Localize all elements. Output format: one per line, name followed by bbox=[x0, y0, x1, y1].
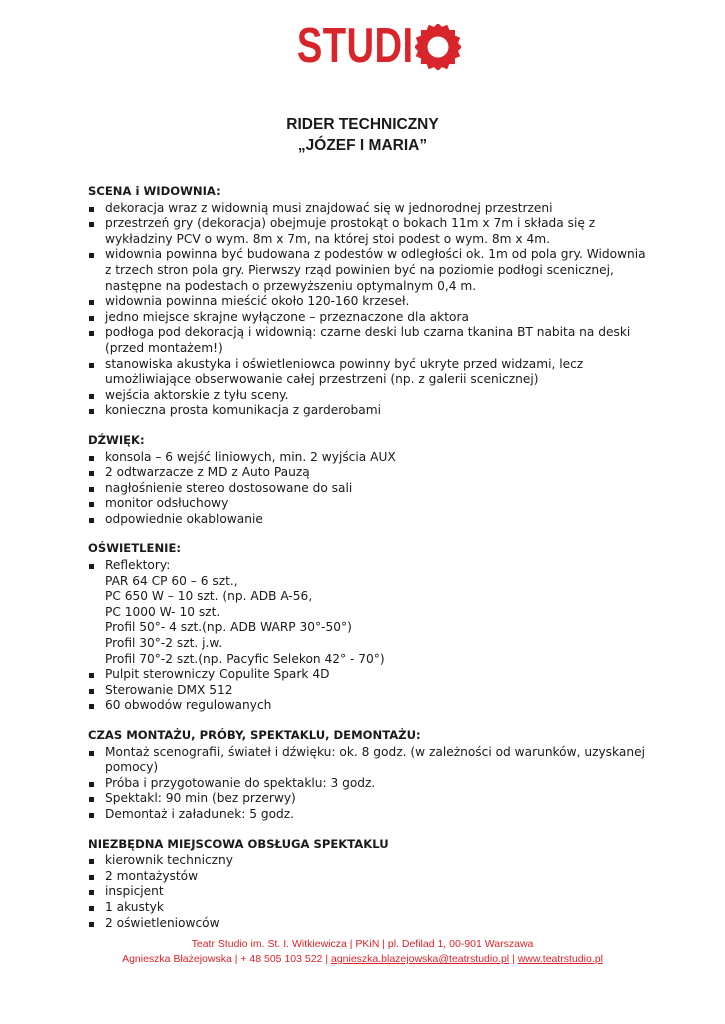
section-heading: OŚWIETLENIE: bbox=[88, 541, 182, 556]
rider-content bbox=[88, 184, 648, 945]
list-item: Pulpit sterowniczy Copulite Spark 4D bbox=[88, 667, 648, 683]
reflektor-line: Profil 30°-2 szt. j.w. bbox=[105, 636, 223, 651]
footer-separator: | bbox=[509, 953, 518, 965]
document-title bbox=[0, 114, 725, 156]
list-item: 60 obwodów regulowanych bbox=[88, 698, 648, 714]
list-item: podłoga pod dekoracją i widownią: czarne deski lub czarna tkanina BT nabita na deski (przed montażem!) bbox=[88, 325, 648, 356]
logo-sun-icon bbox=[415, 24, 461, 70]
list-item: stanowiska akustyka i oświetleniowca powinny być ukryte przed widzami, lecz umożliwiające obserwowanie całej przestrzeni (np. z galerii scenicznej) bbox=[88, 357, 648, 388]
title-line-2: „JÓZEF I MARIA” bbox=[297, 137, 428, 154]
list-item: widownia powinna mieścić około 120-160 krzeseł. bbox=[88, 294, 648, 310]
list-item-reflektory bbox=[88, 558, 648, 667]
list-item: 2 oświetleniowców bbox=[88, 916, 648, 932]
reflektory-label: Reflektory: bbox=[105, 558, 171, 573]
list-item: Próba i przygotowanie do spektaklu: 3 godz. bbox=[88, 776, 648, 792]
list-item: 1 akustyk bbox=[88, 900, 648, 916]
studio-logo bbox=[0, 19, 725, 73]
reflektor-line: PAR 64 CP 60 – 6 szt., bbox=[105, 573, 238, 588]
reflektor-line: Profil 50°- 4 szt.(np. ADB WARP 30°-50°) bbox=[105, 620, 352, 635]
section-heading: SCENA i WIDOWNIA: bbox=[88, 184, 221, 198]
footer-contact-name-phone: Agnieszka Błażejowska | + 48 505 103 522 | bbox=[122, 953, 331, 965]
footer-email-link[interactable]: agnieszka.blazejowska@teatrstudio.pl bbox=[330, 953, 510, 965]
list-item: monitor odsłuchowy bbox=[88, 496, 648, 512]
title-line-1: RIDER TECHNICZNY bbox=[286, 116, 439, 133]
section-heading: DŹWIĘK: bbox=[88, 432, 145, 447]
section-scena bbox=[88, 184, 648, 419]
list-item: jedno miejsce skrajne wyłączone – przeznaczone dla aktora bbox=[88, 310, 648, 326]
bullet-list bbox=[88, 201, 648, 419]
bullet-list bbox=[88, 450, 648, 528]
list-item: Sterowanie DMX 512 bbox=[88, 683, 648, 699]
list-item: Spektakl: 90 min (bez przerwy) bbox=[88, 791, 648, 807]
logo-wordmark: STUDI bbox=[296, 19, 414, 73]
reflektor-line: Profil 70°-2 szt.(np. Pacyfic Selekon 42° - 70°) bbox=[105, 651, 385, 666]
list-item: inspicjent bbox=[88, 884, 648, 900]
list-item: konsola – 6 wejść liniowych, min. 2 wyjścia AUX bbox=[88, 450, 648, 466]
reflektor-line: PC 1000 W- 10 szt. bbox=[105, 604, 221, 619]
list-item: wejścia aktorskie z tyłu sceny. bbox=[88, 388, 648, 404]
list-item: konieczna prosta komunikacja z garderobami bbox=[88, 403, 648, 419]
section-czas bbox=[88, 728, 648, 823]
list-item: przestrzeń gry (dekoracja) obejmuje prostokąt o bokach 11m x 7m i składa się z wykładziny PCV o wym. 8m x 7m, na której stoi podest o wym. 8m x 4m. bbox=[88, 216, 648, 247]
list-item: 2 montażystów bbox=[88, 869, 648, 885]
list-item: Demontaż i załadunek: 5 godz. bbox=[88, 807, 648, 823]
bullet-list bbox=[88, 853, 648, 931]
list-item: dekoracja wraz z widownią musi znajdować się w jednorodnej przestrzeni bbox=[88, 201, 648, 217]
bullet-list bbox=[88, 745, 648, 823]
page-footer bbox=[0, 937, 725, 967]
reflektor-line: PC 650 W – 10 szt. (np. ADB A-56, bbox=[105, 589, 313, 604]
bullet-list bbox=[88, 558, 648, 714]
list-item: 2 odtwarzacze z MD z Auto Pauzą bbox=[88, 465, 648, 481]
list-item: widownia powinna być budowana z podestów w odległości ok. 1m od pola gry. Widownia z trzech stron pola gry. Pierwszy rząd powinien być na poziomie podłogi scenicznej, następne na podestach o przewyższeniu optymalnym 0,4 m. bbox=[88, 247, 648, 294]
section-oswietlenie bbox=[88, 541, 648, 714]
list-item: kierownik techniczny bbox=[88, 853, 648, 869]
list-item: odpowiednie okablowanie bbox=[88, 512, 648, 528]
footer-website-link[interactable]: www.teatrstudio.pl bbox=[517, 953, 603, 965]
section-heading: NIEZBĘDNA MIEJSCOWA OBSŁUGA SPEKTAKLU bbox=[88, 836, 389, 851]
footer-address: Teatr Studio im. St. I. Witkiewicza | PKiN | pl. Defilad 1, 00-901 Warszawa bbox=[191, 938, 534, 950]
footer-contact bbox=[0, 952, 725, 967]
section-obsluga bbox=[88, 837, 648, 932]
list-item: nagłośnienie stereo dostosowane do sali bbox=[88, 481, 648, 497]
section-heading: CZAS MONTAŻU, PRÓBY, SPEKTAKLU, DEMONTAŻU: bbox=[88, 728, 421, 742]
section-dzwiek bbox=[88, 433, 648, 528]
list-item: Montaż scenografii, świateł i dźwięku: ok. 8 godz. (w zależności od warunków, uzyskanej pomocy) bbox=[88, 745, 648, 776]
